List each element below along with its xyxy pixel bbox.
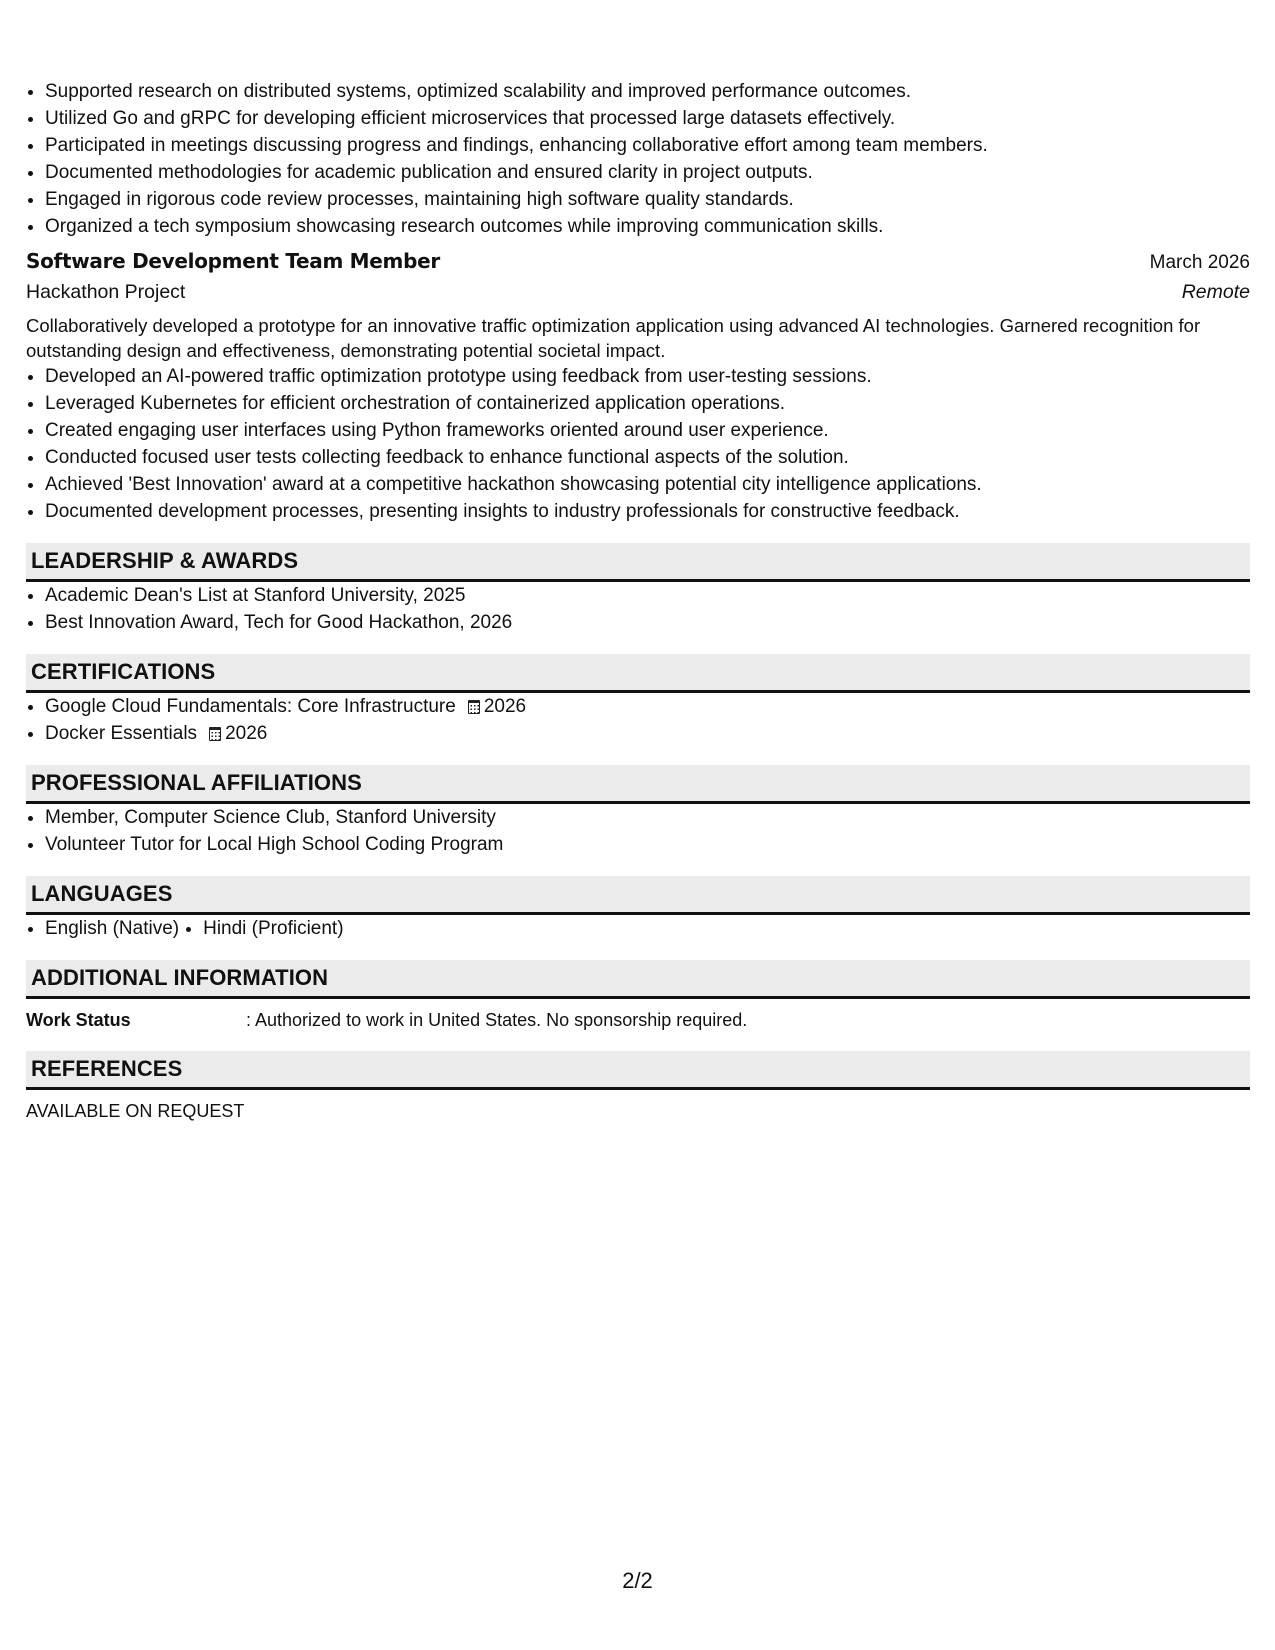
list-item: • Utilized Go and gRPC for developing efficient microservices that processed large datasets effectively. xyxy=(45,105,1250,132)
list-item: • Best Innovation Award, Tech for Good Hackathon, 2026 xyxy=(45,609,1250,636)
list-item: • Participated in meetings discussing progress and findings, enhancing collaborative effort among team members. xyxy=(45,132,1250,159)
leadership-list xyxy=(26,582,1250,636)
resume-page xyxy=(26,78,1250,1124)
list-item: • Documented methodologies for academic publication and ensured clarity in project outputs. xyxy=(45,159,1250,186)
list-item: • Created engaging user interfaces using Python frameworks oriented around user experience. xyxy=(45,417,1250,444)
job-location: Remote xyxy=(1181,281,1250,303)
job-date: March 2026 xyxy=(1149,252,1250,273)
section-heading-leadership: LEADERSHIP & AWARDS xyxy=(26,543,1250,582)
list-item: • Member, Computer Science Club, Stanford University xyxy=(45,804,1250,831)
certification-year: 2026 xyxy=(225,723,268,744)
previous-job-bullet-list xyxy=(26,78,1250,240)
language-item: • English (Native) xyxy=(45,915,179,942)
job-organization: Hackathon Project xyxy=(26,281,186,303)
list-item: • Developed an AI-powered traffic optimization prototype using feedback from user-testing sessions. xyxy=(45,363,1250,390)
list-item: • Volunteer Tutor for Local High School Coding Program xyxy=(45,831,1250,858)
certification-year: 2026 xyxy=(483,696,527,717)
list-item: • Achieved 'Best Innovation' award at a competitive hackathon showcasing potential city intelligence applications. xyxy=(45,471,1250,498)
list-item: • Supported research on distributed systems, optimized scalability and improved performance outcomes. xyxy=(45,78,1250,105)
certification-name: Docker Essentials xyxy=(45,723,198,744)
languages-list xyxy=(26,915,1250,942)
section-heading-additional-info: ADDITIONAL INFORMATION xyxy=(26,960,1250,999)
certifications-list xyxy=(26,693,1250,747)
list-item: • Conducted focused user tests collecting feedback to enhance functional aspects of the solution. xyxy=(45,444,1250,471)
job-title: Software Development Team Member xyxy=(26,249,440,273)
calendar-icon xyxy=(209,727,221,741)
list-item: • Documented development processes, presenting insights to industry professionals for constructive feedback. xyxy=(45,498,1250,525)
page-number: 2/2 xyxy=(622,1568,653,1593)
job-bullet-list xyxy=(26,363,1250,525)
affiliations-list xyxy=(26,804,1250,858)
list-item: • Engaged in rigorous code review processes, maintaining high software quality standards. xyxy=(45,186,1250,213)
work-status-row xyxy=(26,1007,1250,1033)
section-heading-affiliations: PROFESSIONAL AFFILIATIONS xyxy=(26,765,1250,804)
section-heading-references: REFERENCES xyxy=(26,1051,1250,1090)
job-summary: Collaboratively developed a prototype for an innovative traffic optimization application using advanced AI technologies. Garnered recognition for outstanding design and effectiveness, demonstrating potential societal impact. xyxy=(26,315,1201,361)
certification-name: Google Cloud Fundamentals: Core Infrastructure xyxy=(45,696,456,717)
references-text: AVAILABLE ON REQUEST xyxy=(26,1101,245,1121)
list-item: • Academic Dean's List at Stanford University, 2025 xyxy=(45,582,1250,609)
list-item: • Leveraged Kubernetes for efficient orchestration of containerized application operations. xyxy=(45,390,1250,417)
certification-item xyxy=(45,720,1250,747)
work-status-value: : Authorized to work in United States. No sponsorship required. xyxy=(246,1010,748,1030)
language-item: • Hindi (Proficient) xyxy=(203,915,343,942)
certification-item xyxy=(45,693,1250,720)
job-subheader xyxy=(26,281,1250,304)
calendar-icon xyxy=(468,700,480,714)
list-item: • Organized a tech symposium showcasing research outcomes while improving communication skills. xyxy=(45,213,1250,240)
section-heading-certifications: CERTIFICATIONS xyxy=(26,654,1250,693)
work-status-label: Work Status xyxy=(26,1010,131,1030)
job-header xyxy=(26,249,1250,274)
section-heading-languages: LANGUAGES xyxy=(26,876,1250,915)
